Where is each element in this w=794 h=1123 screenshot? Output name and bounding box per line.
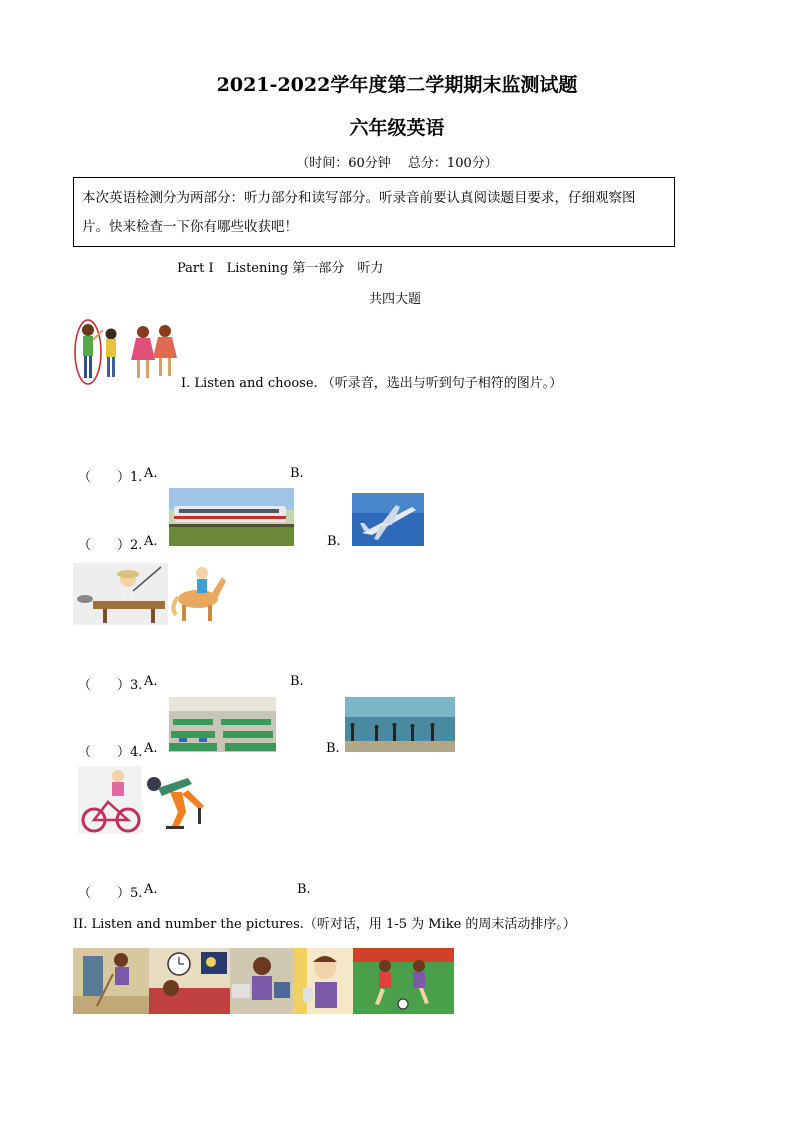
gym-image (345, 697, 455, 752)
canteen-image (169, 697, 276, 752)
q2-option-b: B. (327, 534, 341, 549)
page-title: 2021-2022学年度第二学期期末监测试题 (216, 74, 578, 96)
q4-option-a: A. (144, 741, 158, 756)
q5-option-b: B. (297, 882, 311, 897)
section2-instruction: II. Listen and number the pictures.（听对话，用 1-5 为 Mike 的周末活动排序。） (73, 917, 576, 932)
part1-count: 共四大题 (369, 292, 422, 307)
q1-number: （ ）1. (78, 470, 143, 485)
section1-instruction: I. Listen and choose. （听录音，选出与听到句子相符的图片。） (181, 376, 563, 391)
fishing-image (73, 563, 168, 625)
skating-image (142, 766, 212, 834)
washing-image (230, 948, 293, 1014)
eating-image (293, 948, 353, 1014)
q5-option-a: A. (144, 882, 158, 897)
page-subtitle: 六年级英语 (349, 117, 445, 139)
plane-image (352, 493, 424, 546)
q4-number: （ ）4. (78, 745, 143, 760)
part1-heading: Part I Listening 第一部分 听力 (177, 261, 384, 276)
q3-option-b: B. (290, 674, 304, 689)
q5-number: （ ）5. (78, 886, 143, 901)
q2-option-a: A. (144, 534, 158, 549)
notice-line-1: 本次英语检测分为两部分：听力部分和读写部分。听录音前要认真阅读题目要求，仔细观察图 (82, 190, 636, 206)
time-info: （时间：60分钟 总分：100分） (296, 156, 498, 171)
sleeping-image (149, 948, 230, 1014)
notice-line-2: 片。快来检查一下你有哪些收获吧！ (82, 219, 298, 235)
football-image (353, 948, 454, 1014)
q1-option-a: A. (144, 466, 158, 481)
q3-option-a: A. (144, 674, 158, 689)
train-image (169, 488, 294, 546)
q1-option-b: B. (290, 466, 304, 481)
kids-illustration (73, 318, 183, 386)
q2-number: （ ）2. (78, 538, 143, 553)
q4-option-b: B. (326, 741, 340, 756)
notice-box (73, 177, 675, 247)
cycling-image (78, 766, 142, 834)
horse-riding-image (168, 563, 233, 625)
q3-number: （ ）3. (78, 678, 143, 693)
mopping-image (73, 948, 149, 1014)
